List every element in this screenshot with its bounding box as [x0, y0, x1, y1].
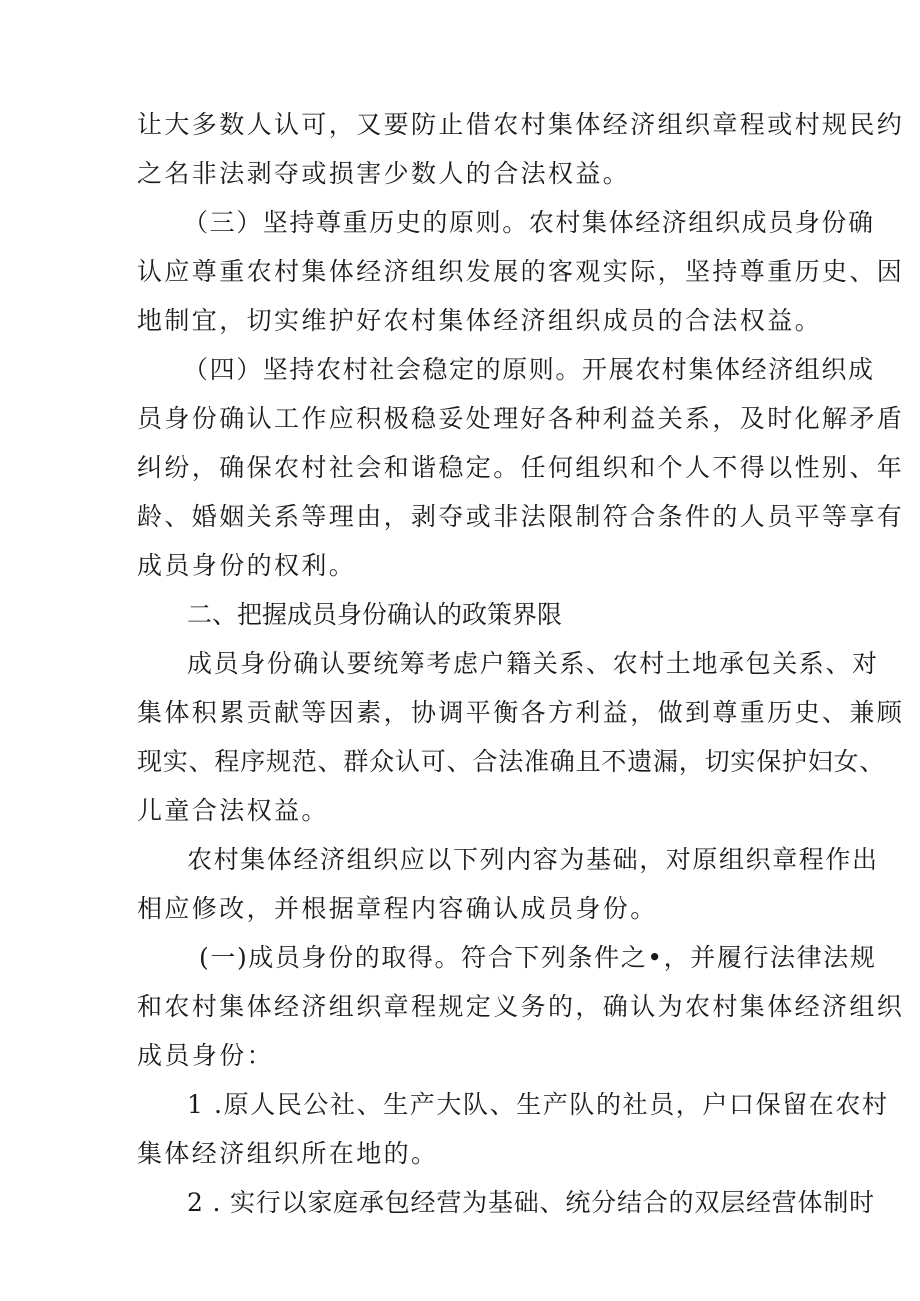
paragraph-line: (一)成员身份的取得。符合下列条件之•，并履行法律法规 — [199, 943, 877, 972]
paragraph-line: （三）坚持尊重历史的原则。农村集体经济组织成员身份确 — [183, 208, 875, 237]
paragraph-line: 地制宜，切实维护好农村集体经济组织成员的合法权益。 — [137, 306, 823, 335]
paragraph-line: 成员身份确认要统筹考虑户籍关系、农村土地承包关系、对 — [187, 649, 879, 678]
section-heading: 二、把握成员身份确认的政策界限 — [187, 600, 563, 629]
list-item-line: 1 .原人民公社、生产大队、生产队的社员，户口保留在农村 — [187, 1090, 889, 1119]
paragraph-line: 纠纷，确保农村社会和谐稳定。任何组织和个人不得以性别、年 — [137, 453, 905, 482]
paragraph-line: 龄、婚姻关系等理由，剥夺或非法限制符合条件的人员平等享有 — [137, 502, 905, 531]
paragraph-line: 现实、程序规范、群众认可、合法准确且不遗漏，切实保护妇女、 — [137, 747, 886, 776]
paragraph-line: 成员身份： — [137, 1041, 275, 1070]
paragraph-line: 儿童合法权益。 — [137, 796, 329, 825]
paragraph-line: 认应尊重农村集体经济组织发展的客观实际，坚持尊重历史、因 — [137, 257, 905, 286]
paragraph-line: 农村集体经济组织应以下列内容为基础，对原组织章程作出 — [187, 845, 879, 874]
list-item-line: 集体经济组织所在地的。 — [137, 1139, 439, 1168]
paragraph-line: 和农村集体经济组织章程规定义务的，确认为农村集体经济组织 — [137, 992, 905, 1021]
paragraph-line: 之名非法剥夺或损害少数人的合法权益。 — [137, 159, 631, 188]
paragraph-line: 让大多数人认可，又要防止借农村集体经济组织章程或村规民约 — [137, 110, 905, 139]
paragraph-line: 相应修改，并根据章程内容确认成员身份。 — [137, 894, 658, 923]
paragraph-line: 员身份确认工作应积极稳妥处理好各种利益关系，及时化解矛盾 — [137, 404, 905, 433]
paragraph-line: 成员身份的权利。 — [137, 551, 357, 580]
paragraph-line: （四）坚持农村社会稳定的原则。开展农村集体经济组织成 — [183, 355, 875, 384]
paragraph-line: 集体积累贡献等因素，协调平衡各方利益，做到尊重历史、兼顾 — [137, 698, 905, 727]
list-item-line: 2 . 实行以家庭承包经营为基础、统分结合的双层经营体制时 — [187, 1188, 875, 1217]
